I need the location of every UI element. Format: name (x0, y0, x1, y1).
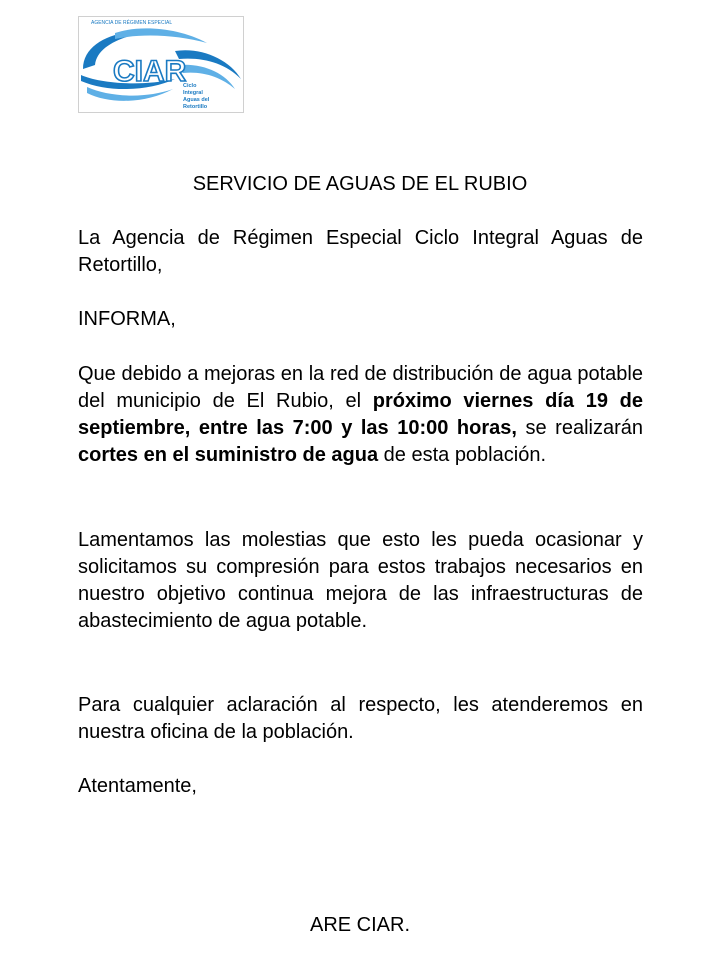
logo-subtitle (183, 83, 211, 110)
logo-subtitle-line: Ciclo (183, 83, 197, 89)
logo-agency-line: AGENCIA DE RÉGIMEN ESPECIAL (91, 20, 173, 26)
logo-subtitle-line: Aguas del (183, 97, 210, 103)
regret-paragraph: Lamentamos las molestias que esto les pueda ocasionar y solicitamos su compresión para estos trabajos necesarios en nuestro objetivo continua mejora de las infraestructuras de abastecimiento de agua potable. (78, 529, 643, 632)
informa-heading: INFORMA, (78, 308, 176, 330)
logo-subtitle-line: Retortillo (183, 104, 208, 110)
ciar-logo-graphic (79, 17, 243, 112)
logo-arc-top (115, 28, 207, 43)
intro-paragraph: La Agencia de Régimen Especial Ciclo Integral Aguas de Retortillo, (78, 227, 643, 276)
logo-wave-light (87, 87, 173, 101)
closing-line: Atentamente, (78, 775, 197, 797)
main-paragraph-cuts-bold: cortes en el suministro de agua (78, 444, 379, 466)
ciar-logo (78, 16, 244, 113)
main-paragraph-date-bold: próximo viernes día 19 de septiembre, entre las 7:00 y las 10:00 horas, (78, 390, 644, 439)
contact-paragraph: Para cualquier aclaración al respecto, les atenderemos en nuestra oficina de la población. (78, 694, 643, 743)
main-paragraph (78, 361, 643, 469)
main-paragraph-text: de esta población. (378, 444, 546, 466)
main-paragraph-text: Que debido a mejoras en la red de distribución de agua potable del municipio de El Rubio, el (78, 363, 643, 412)
logo-subtitle-line: Integral (183, 90, 203, 96)
logo-wordmark: CIAR (113, 55, 187, 88)
document-title: SERVICIO DE AGUAS DE EL RUBIO (192, 173, 528, 195)
signature: ARE CIAR. (309, 914, 411, 936)
main-paragraph-text: se realizarán (516, 417, 643, 439)
